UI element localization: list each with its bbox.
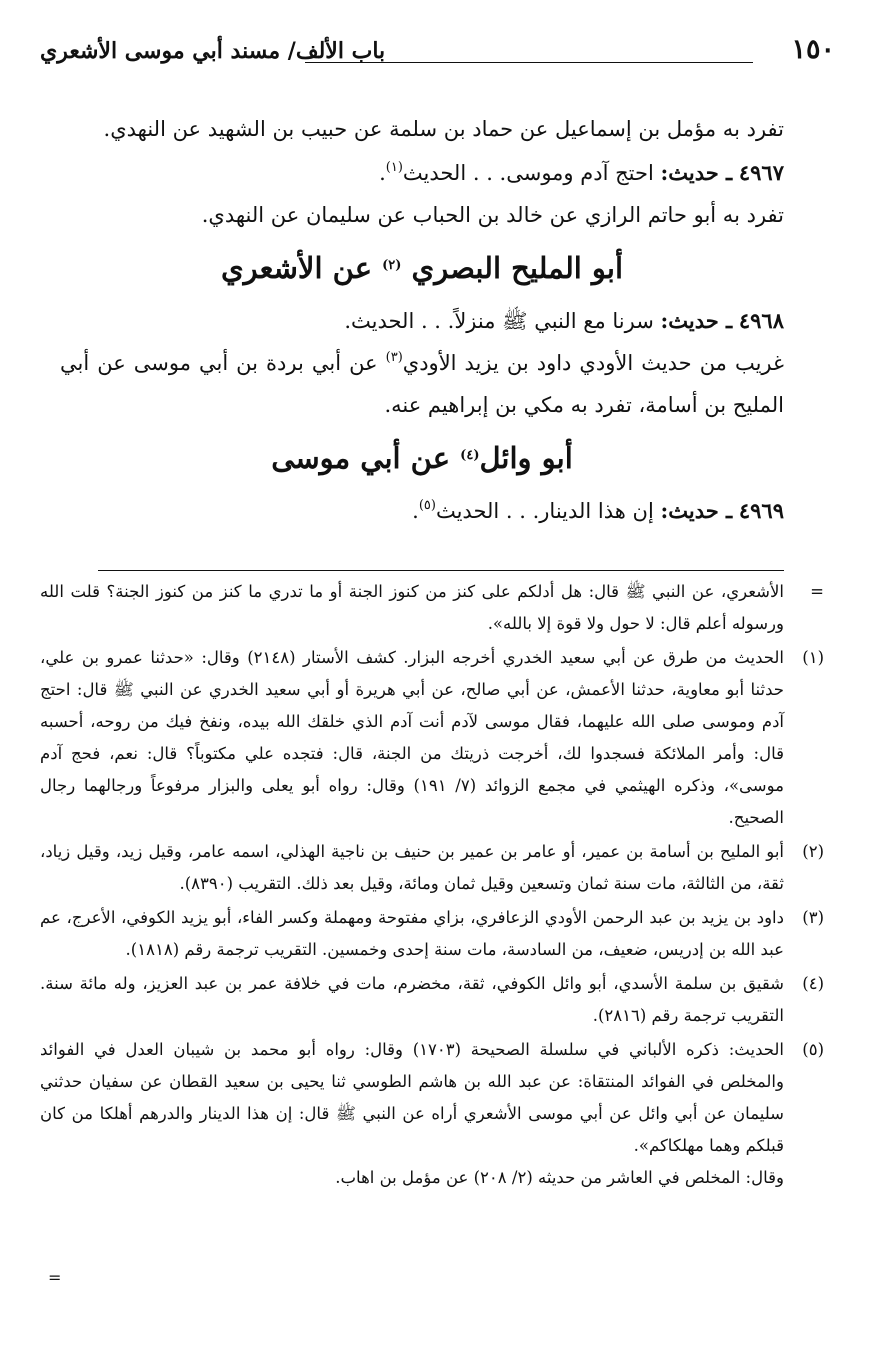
hadith-end: . — [412, 499, 419, 523]
paragraph-tafarrud-2: تفرد به أبو حاتم الرازي عن خالد بن الحباب عن سليمان عن النهدي. — [201, 203, 784, 227]
footnote-1 — [40, 642, 824, 834]
footnote-ref: (٤) — [460, 448, 480, 463]
footnote-4 — [40, 968, 824, 1032]
footnote-ref: (١) — [385, 160, 403, 175]
footnote-ref: (٢) — [382, 258, 402, 273]
gharib-after: عن أبي بردة بن أبي موسى عن أبي المليح بن أسامة، تفرد به مكي بن إبراهيم عنه. — [60, 351, 784, 417]
main-text — [60, 108, 784, 532]
footnote-text-continued: وقال: المخلص في العاشر من حديثه (٢/ ٢٠٨) عن مؤمل بن اهاب. — [335, 1168, 784, 1187]
section-heading-abu-al-malih — [60, 240, 784, 296]
hadith-number: ٤٩٦٨ — [738, 308, 784, 333]
hadith-text: سرنا مع النبي ﷺ منزلاً. . . الحديث. — [344, 309, 654, 333]
continuation-mark: = — [810, 582, 824, 601]
page-header — [40, 34, 835, 74]
footnote-text: شقيق بن سلمة الأسدي، أبو وائل الكوفي، ثقة، مخضرم، مات في خلافة عمر بن عبد العزيز، وله مائة سنة. التقريب ترجمة رقم (٢٨١٦). — [40, 974, 784, 1025]
heading-after: عن الأشعري — [220, 251, 372, 285]
footnote-text: داود بن يزيد بن عبد الرحمن الأودي الزعافري، بزاي مفتوحة ومهملة وكسر الفاء، أبو يزيد الكوفي، الأعرج، عم عبد الله بن إدريس، ضعيف، من السادسة، مات سنة إحدى وخمسين. التقريب ترجمة رقم (١٨١٨). — [40, 908, 784, 959]
footnote-text: الحديث من طرق عن أبي سعيد الخدري أخرجه البزار. كشف الأستار (٢١٤٨) وقال: «حدثنا عمرو بن علي، حدثنا أبو معاوية، حدثنا الأعمش، عن أبي صالح، عن أبي هريرة أو أبي سعيد الخدري عن النبي ﷺ قال: احتج آدم وموسى صلى الله عليهما، فقال موسى لآدم أنت آدم الذي خلقك الله بيده، ونفخ فيك من روحه، أحسبه قال: وأمر الملائكة فسجدوا لك، أخرجت ذريتك من الجنة، قال: فتجده علي مكتوباً؟ قال: نعم، فحج آدم موسى»، وذكره الهيثمي في مجمع الزوائد (٧/ ١٩١) وقال: رواه أبو يعلى والبزار مرفوعاً ورجالهما رجال الصحيح. — [40, 648, 784, 827]
hadith-4969 — [60, 490, 784, 532]
footnote-ref: (٣) — [385, 350, 403, 365]
heading-after: عن أبي موسى — [271, 441, 451, 475]
hadith-number: ٤٩٦٩ — [738, 498, 784, 523]
footnote-text: الأشعري، عن النبي ﷺ قال: هل أدلكم على كنز من كنوز الجنة أو ما تدري ما كنز من كنوز الجنة؟ قلت الله ورسوله أعلم قال: لا حول ولا قوة إلا بالله». — [40, 582, 784, 633]
hadith-label: ـ حديث: — [660, 160, 733, 185]
footnote-separator — [98, 570, 784, 571]
hadith-number: ٤٩٦٧ — [738, 160, 784, 185]
paragraph-gharib — [60, 342, 784, 426]
continuation-mark-bottom: = — [48, 1268, 62, 1287]
hadith-label: ـ حديث: — [660, 498, 733, 523]
footnote-2 — [40, 836, 824, 900]
footnote-mark: (٤) — [802, 974, 824, 993]
footnote-text: الحديث: ذكره الألباني في سلسلة الصحيحة (١٧٠٣) وقال: رواه أبو محمد بن شيبان العدل في الفوائد والمخلص في الفوائد المنتقاة: عن عبد الله بن هاشم الطوسي ثنا يحيى بن سعيد القطان عن سفيان حدثني سليمان عن أبي وائل عن أبي موسى الأشعري أراه عن النبي ﷺ قال: إن هذا الدينار والدرهم أهلكا من كان قبلكم وهما مهلكاكم». — [40, 1040, 784, 1155]
gharib-before: غريب من حديث الأودي داود بن يزيد الأودي — [402, 351, 784, 375]
footnote-3 — [40, 902, 824, 966]
footnote-mark: (٥) — [802, 1040, 824, 1059]
header-rule — [305, 62, 753, 63]
hadith-end: . — [379, 161, 386, 185]
footnote-ref: (٥) — [418, 498, 436, 513]
footnote-5 — [40, 1034, 824, 1194]
section-heading-abu-wail — [60, 430, 784, 486]
hadith-label: ـ حديث: — [660, 308, 733, 333]
footnote-text: أبو المليح بن أسامة بن عمير، أو عامر بن عمير بن حنيف بن ناجية الهذلي، اسمه عامر، وقيل زيد، وقيل زياد، ثقة، من الثالثة، مات سنة ثمان وتسعين وقيل ثمان ومائة، وقيل بعد ذلك. التقريب (٨٣٩٠). — [40, 842, 784, 893]
footnote-continuation — [40, 576, 824, 640]
hadith-4967 — [60, 152, 784, 194]
page-number: ١٥٠ — [791, 34, 835, 65]
footnotes — [40, 576, 824, 1196]
paragraph-tafarrud-1: تفرد به مؤمل بن إسماعيل عن حماد بن سلمة عن حبيب بن الشهيد عن النهدي. — [103, 117, 784, 141]
footnote-mark: (٢) — [802, 842, 824, 861]
footnote-mark: (١) — [802, 648, 824, 667]
heading-name: أبو المليح البصري — [411, 251, 624, 285]
running-title: باب الألف/ مسند أبي موسى الأشعري — [40, 38, 386, 64]
footnote-mark: (٣) — [802, 908, 824, 927]
heading-name: أبو وائل — [479, 441, 573, 475]
hadith-4968 — [60, 300, 784, 342]
hadith-text: احتج آدم وموسى. . . الحديث — [402, 161, 654, 185]
hadith-text: إن هذا الدينار. . . الحديث — [435, 499, 654, 523]
